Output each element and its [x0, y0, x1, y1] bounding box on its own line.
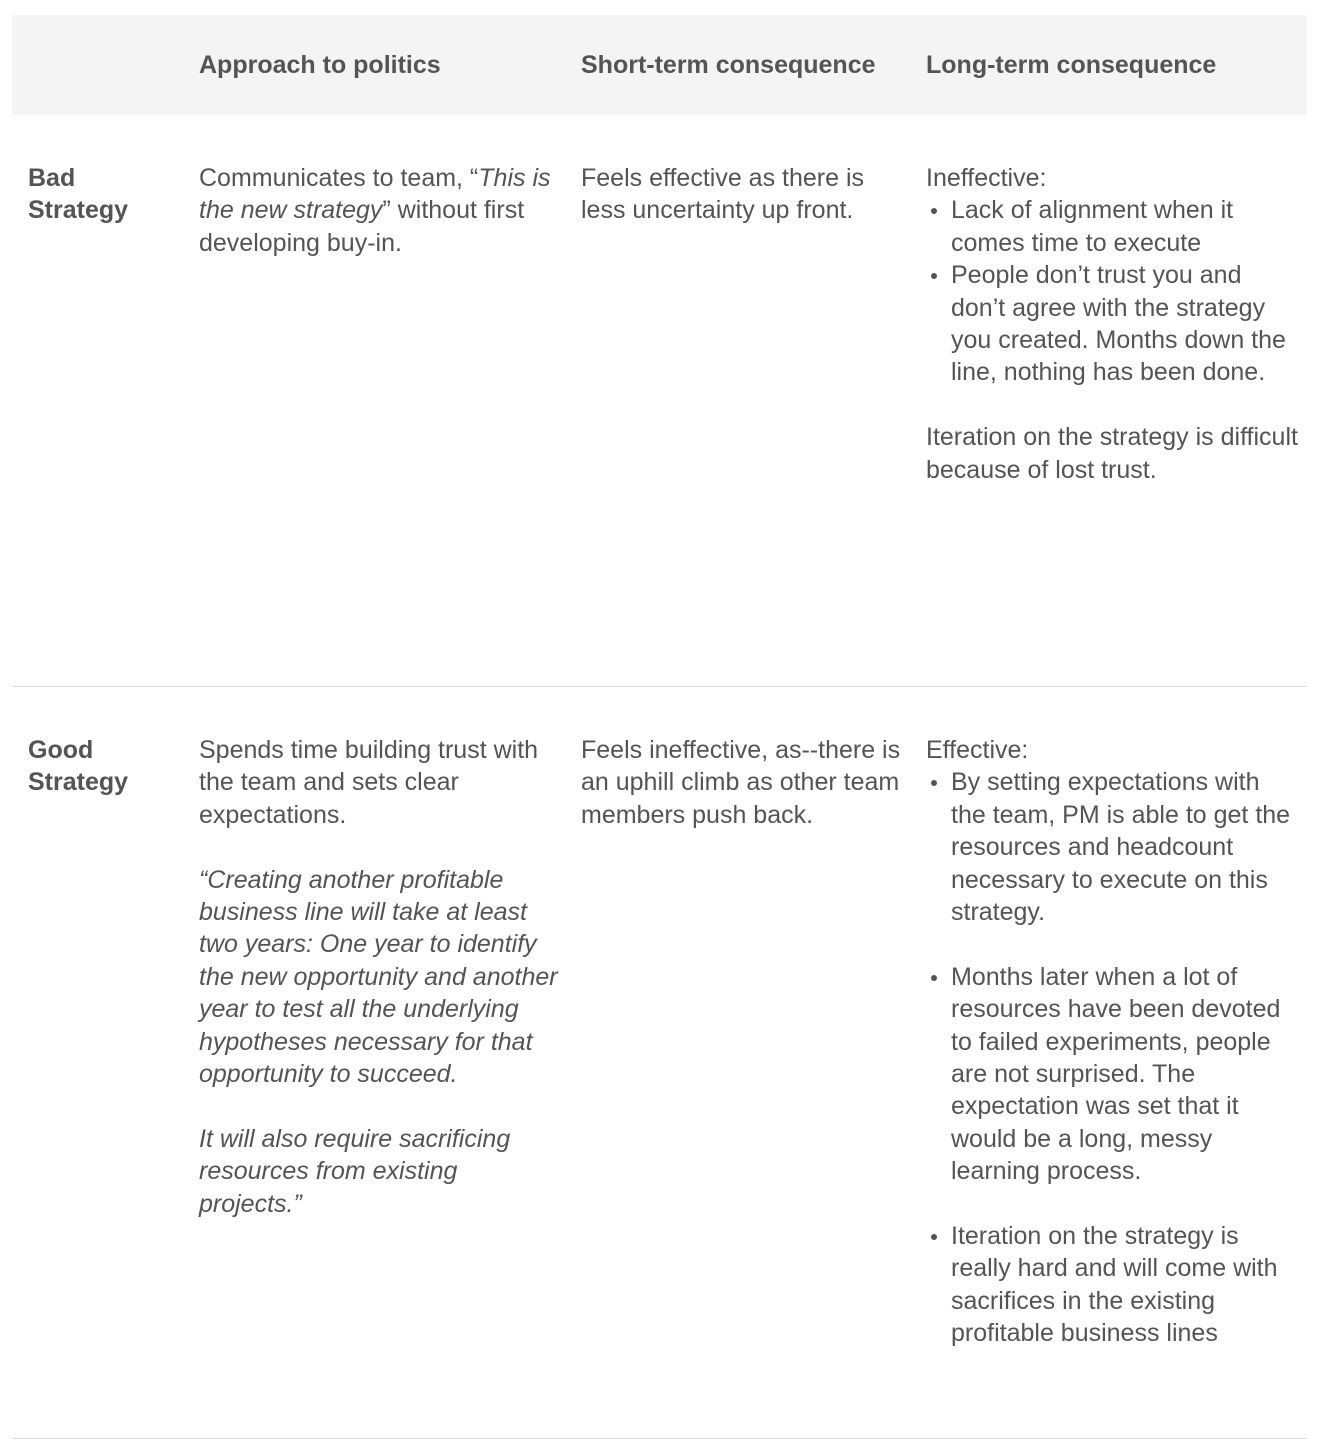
comparison-table — [12, 15, 1307, 1439]
approach-cell — [199, 734, 559, 1220]
list-item: Lack of alignment when it comes time to execute — [951, 194, 1301, 259]
long-term-intro: Effective: — [926, 736, 1029, 764]
approach-intro: Spends time building trust with the team and sets clear expectations. — [199, 736, 539, 829]
list-item: People don’t trust you and don’t agree with the strategy you created. Months down the line, nothing has been done. — [951, 259, 1301, 389]
long-term-list — [926, 194, 1301, 388]
approach-prefix: Communicates to team, “ — [199, 164, 479, 192]
long-term-cell — [926, 162, 1301, 486]
list-item: Iteration on the strategy is really hard and will come with sacrifices in the existing profitable business lines — [951, 1220, 1301, 1350]
table-row-good-strategy — [12, 687, 1307, 1439]
row-label: Bad Strategy — [28, 164, 129, 225]
approach-quote-2: It will also require sacrificing resources from existing projects.” — [199, 1124, 511, 1218]
short-term-cell — [581, 162, 911, 227]
approach-cell — [199, 162, 559, 259]
list-item: Months later when a lot of resources have been devoted to failed experiments, people are not surprised. The expectation was set that it would be a long, messy learning process. — [951, 961, 1301, 1188]
header-cell-long-term: Long-term consequence — [926, 51, 1217, 79]
approach-quote-1: “Creating another profitable business line will take at least two years: One year to identify the new opportunity and another year to test all the underlying hypotheses necessary for that opportunity to succeed. — [199, 865, 558, 1089]
short-term-cell — [581, 734, 911, 831]
approach-text — [199, 162, 559, 259]
row-label: Good Strategy — [28, 736, 129, 797]
approach-suffix: ” without first developing buy-in. — [199, 196, 525, 257]
table-header-row — [12, 15, 1307, 115]
short-term-text: Feels effective as there is less uncertainty up front. — [581, 164, 865, 225]
table-row-bad-strategy — [12, 115, 1307, 687]
header-cell-approach: Approach to politics — [199, 51, 441, 79]
approach-italic: This is the new strategy — [199, 164, 551, 225]
long-term-intro: Ineffective: — [926, 164, 1047, 192]
long-term-cell — [926, 734, 1301, 1350]
list-item: By setting expectations with the team, PM is able to get the resources and headcount necessary to execute on this strategy. — [951, 766, 1301, 928]
header-cell-short-term: Short-term consequence — [581, 51, 876, 79]
long-term-list — [926, 766, 1301, 1349]
short-term-text: Feels ineffective, as--there is an uphill climb as other team members push back. — [581, 736, 901, 829]
long-term-outro: Iteration on the strategy is difficult because of lost trust. — [926, 423, 1298, 484]
